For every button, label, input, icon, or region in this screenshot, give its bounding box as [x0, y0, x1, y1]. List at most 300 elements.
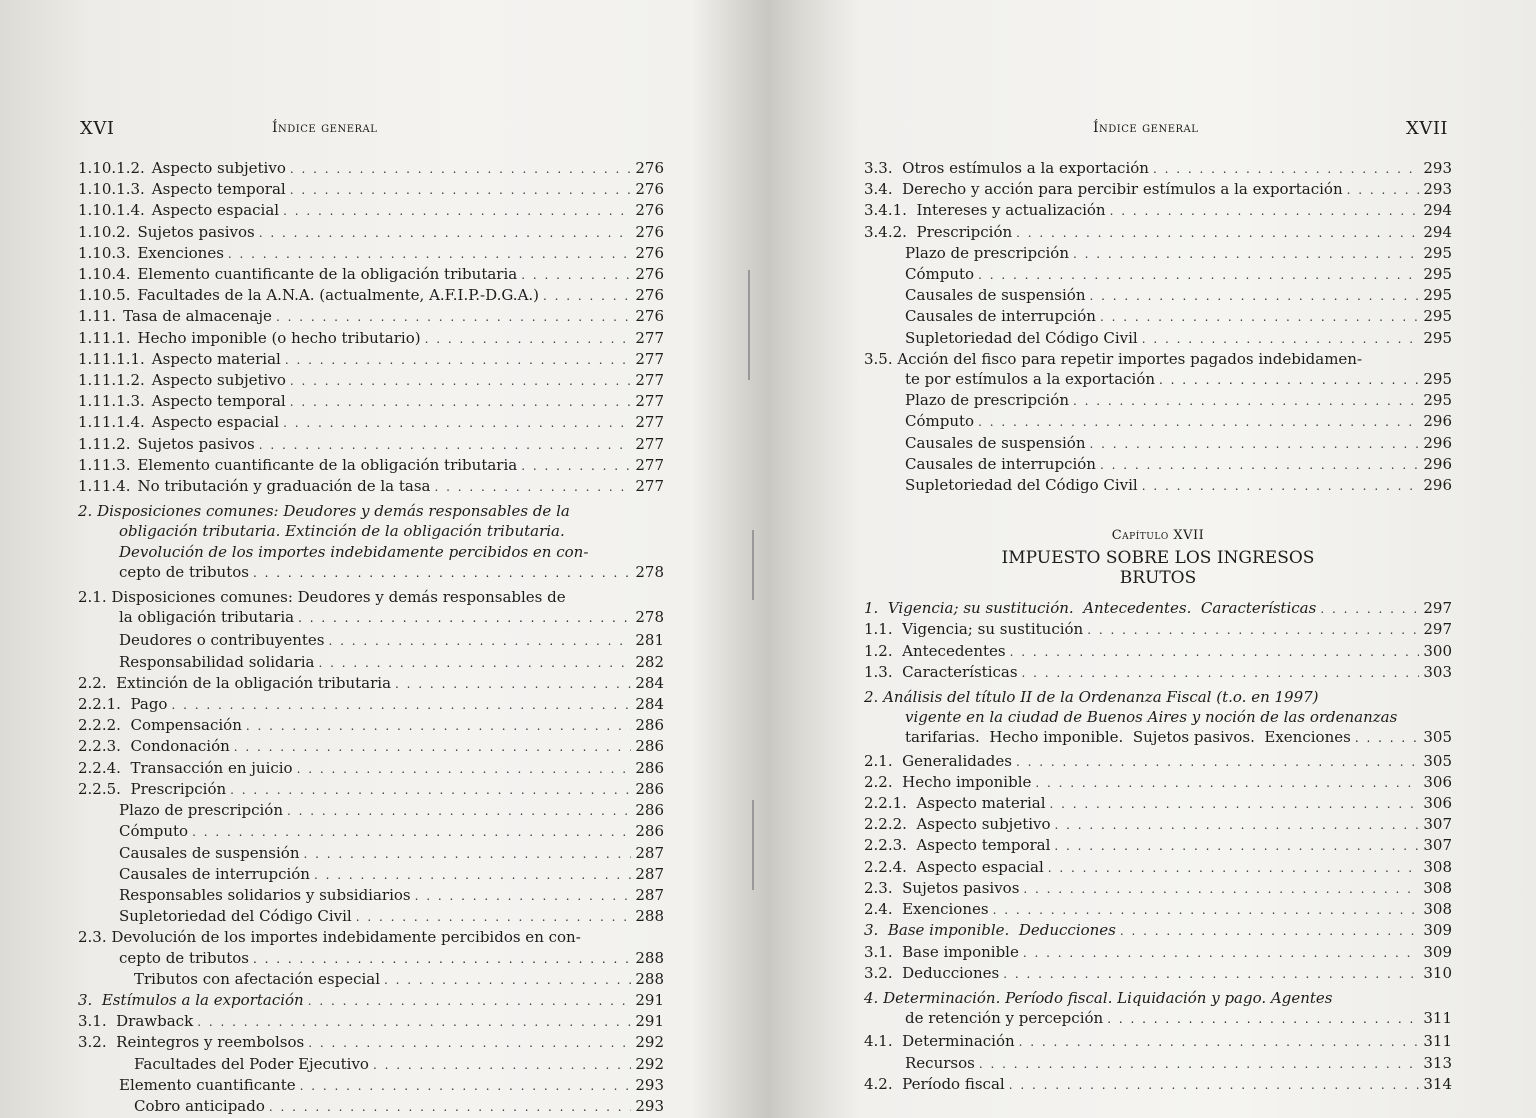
toc-entry [78, 455, 664, 476]
toc-entry-text: 3.3. Otros estímulos a la exportación [864, 159, 1149, 177]
toc-entry-text: Causales de interrupción [905, 307, 1096, 326]
dot-leader [434, 477, 631, 497]
toc-entry-number: 1.11.3. [78, 455, 131, 474]
dot-leader [1100, 307, 1419, 327]
dot-leader [285, 350, 632, 370]
dot-leader [1048, 858, 1420, 878]
toc-entry [78, 694, 664, 715]
toc-section-line: 2. Análisis del título II de la Ordenanza Fiscal (t.o. en 1997) [864, 688, 1319, 707]
dot-leader [415, 886, 632, 906]
chapter-title-line: IMPUESTO SOBRE LOS INGRESOS [1001, 548, 1315, 569]
toc-entry-text: 3.4.1. Intereses y actualización [864, 201, 1106, 220]
toc-entry [864, 475, 1452, 496]
toc-entry-page: 286 [635, 758, 664, 777]
toc-entry [78, 158, 664, 179]
toc-entry-text: Exenciones [137, 243, 224, 262]
toc-entry-page: 293 [635, 1075, 664, 1094]
toc-entry [78, 222, 664, 243]
dot-leader [230, 780, 631, 800]
toc-entry [864, 793, 1452, 814]
dot-leader [197, 1012, 631, 1032]
toc-entry [864, 306, 1452, 327]
toc-entry-page: 309 [1423, 942, 1452, 961]
toc-entry-page: 286 [635, 801, 664, 820]
toc-entry [864, 878, 1452, 899]
dot-leader [521, 456, 631, 476]
dot-leader [356, 907, 632, 927]
left-entries-group-b [78, 630, 664, 927]
toc-entry-text: la obligación tributaria [119, 608, 295, 627]
toc-entry-page: 294 [1423, 201, 1452, 220]
toc-entry-text: Aspecto material [151, 349, 281, 368]
toc-entry-page: 277 [635, 477, 664, 496]
dot-leader [290, 392, 632, 412]
toc-entry-page: 284 [635, 695, 664, 714]
toc-entry [78, 285, 664, 306]
toc-entry-text: Elemento cuantificante [119, 1075, 296, 1094]
toc-section-line: obligación tributaria. Extinción de la obligación tributaria. [119, 522, 565, 541]
toc-entry-line: 2.3. Devolución de los importes indebidamente percibidos en con- [78, 928, 581, 947]
toc-entry-text: Deudores o contribuyentes [119, 631, 325, 650]
dot-leader [1016, 752, 1419, 772]
toc-entry [78, 179, 664, 200]
right-entries-group-c [864, 598, 1452, 683]
toc-entry-page: 295 [1423, 286, 1452, 305]
toc-entry-3-5 [864, 349, 1452, 390]
toc-section-last-line [864, 1008, 1452, 1029]
right-page-header [768, 118, 1536, 140]
toc-entry [864, 454, 1452, 475]
toc-entry-text: Aspecto espacial [151, 413, 280, 432]
right-entries-group-b [864, 390, 1452, 496]
toc-entry-number: 1.10.2. [78, 222, 131, 241]
toc-entry-text: Cobro anticipado [134, 1096, 265, 1115]
toc-entry [864, 390, 1452, 411]
toc-entry-last-line [78, 607, 664, 628]
toc-entry-page: 303 [1423, 662, 1452, 681]
dot-leader [290, 371, 632, 391]
toc-entry-text: 1. Vigencia; su sustitución. Antecedentes. Características [864, 599, 1317, 618]
toc-entry-page: 308 [1423, 878, 1452, 897]
toc-entry-page: 287 [635, 885, 664, 904]
toc-entry-text: Plazo de prescripción [905, 391, 1069, 410]
toc-entry-page: 292 [635, 1054, 664, 1073]
toc-entry-text: 2.1. Generalidades [864, 751, 1012, 770]
dot-leader [978, 412, 1419, 432]
toc-entry [864, 641, 1452, 662]
right-entries-group-e [864, 1031, 1452, 1095]
toc-entry-text: Facultades de la A.N.A. (actualmente, A.F.I.P.-D.G.A.) [137, 286, 540, 305]
toc-entry [78, 434, 664, 455]
toc-entry-page: 282 [635, 652, 664, 671]
toc-section-line: 4. Determinación. Período fiscal. Liquidación y pago. Agentes [864, 988, 1333, 1007]
dot-leader [269, 1097, 631, 1117]
toc-entry [78, 370, 664, 391]
toc-entry [78, 715, 664, 736]
toc-entry-page: 287 [635, 843, 664, 862]
toc-entry [864, 857, 1452, 878]
dot-leader [328, 631, 631, 651]
toc-entry [78, 779, 664, 800]
toc-entry-page: 281 [635, 631, 664, 650]
toc-entry-text: Responsables solidarios y subsidiarios [119, 885, 411, 904]
toc-entry [864, 243, 1452, 264]
dot-leader [1023, 879, 1419, 899]
toc-entry-text: Tasa de almacenaje [123, 307, 272, 326]
toc-entry-page: 305 [1423, 751, 1452, 770]
toc-entry-page: 277 [635, 413, 664, 432]
toc-entry-text: 1.3. Características [864, 662, 1018, 681]
toc-entry-text: Cómputo [905, 412, 975, 431]
dot-leader [993, 900, 1420, 920]
toc-entry [864, 814, 1452, 835]
toc-section-line: Devolución de los importes indebidamente percibidos en con- [119, 542, 589, 561]
toc-entry-text: Cómputo [905, 265, 975, 284]
toc-entry-page: 276 [635, 243, 664, 262]
toc-entry-2-1 [78, 587, 664, 628]
toc-entry [864, 200, 1452, 221]
toc-entry-text: cepto de tributos [119, 948, 249, 967]
toc-entry-text: 2.2.1. Aspecto material [864, 794, 1046, 813]
dot-leader [384, 970, 631, 990]
dot-leader [1159, 370, 1419, 390]
toc-entry-number: 1.10.5. [78, 286, 131, 305]
dot-leader [1003, 964, 1419, 984]
toc-entry-text: 2.2.2. Compensación [78, 716, 242, 735]
dot-leader [1110, 201, 1420, 221]
toc-entry-text: Sujetos pasivos [137, 222, 255, 241]
dot-leader [1320, 599, 1419, 619]
dot-leader [253, 563, 631, 583]
left-folio: XVI [80, 118, 115, 139]
left-entries-group-a [78, 158, 664, 497]
toc-entry-page: 307 [1423, 836, 1452, 855]
dot-leader [1142, 476, 1420, 496]
spine-stitch [748, 270, 750, 380]
toc-entry [78, 391, 664, 412]
toc-entry-text: 2.2.5. Prescripción [78, 779, 227, 798]
toc-entry-page: 277 [635, 371, 664, 390]
dot-leader [1073, 244, 1419, 264]
toc-entry-page: 277 [635, 328, 664, 347]
toc-entry-text: Cómputo [119, 822, 189, 841]
toc-entry-text: Plazo de prescripción [905, 243, 1069, 262]
toc-entry-page: 286 [635, 716, 664, 735]
toc-entry-page: 277 [635, 434, 664, 453]
toc-entry-page: 296 [1423, 476, 1452, 495]
toc-entry-page: 287 [635, 864, 664, 883]
toc-entry [78, 758, 664, 779]
toc-entry [864, 264, 1452, 285]
toc-entry-page: 309 [1423, 921, 1452, 940]
toc-entry-text: Plazo de prescripción [119, 801, 283, 820]
toc-entry-page: 297 [1423, 620, 1452, 639]
toc-entry [864, 158, 1452, 179]
toc-entry-page: 276 [635, 286, 664, 305]
dot-leader [171, 695, 631, 715]
toc-entry-text: 2.4. Exenciones [864, 900, 989, 919]
dot-leader [1010, 642, 1420, 662]
dot-leader [1055, 815, 1420, 835]
dot-leader [234, 737, 632, 757]
toc-entry-text: 2.2.2. Aspecto subjetivo [864, 815, 1051, 834]
toc-entry [78, 476, 664, 497]
toc-entry-number: 1.10.1.4. [78, 201, 145, 220]
dot-leader [1022, 663, 1420, 683]
toc-entry [864, 772, 1452, 793]
toc-entry-page: 295 [1423, 265, 1452, 284]
toc-entry-text: 3.4.2. Prescripción [864, 222, 1013, 241]
dot-leader [978, 265, 1419, 285]
toc-entry-page: 306 [1423, 772, 1452, 791]
toc-entry [78, 800, 664, 821]
toc-entry-number: 1.10.1.3. [78, 180, 145, 199]
toc-entry-page: 307 [1423, 815, 1452, 834]
toc-entry-page: 277 [635, 392, 664, 411]
dot-leader [1016, 223, 1419, 243]
dot-leader [297, 759, 632, 779]
toc-entry [78, 969, 664, 990]
toc-section-line: vigente en la ciudad de Buenos Aires y noción de las ordenanzas [905, 708, 1398, 727]
toc-entry-text: Supletoriedad del Código Civil [119, 907, 352, 926]
dot-leader [1087, 620, 1419, 640]
toc-entry-page: 291 [635, 1012, 664, 1031]
dot-leader [283, 413, 631, 433]
toc-entry-text: Aspecto espacial [151, 201, 280, 220]
toc-entry-page: 296 [1423, 433, 1452, 452]
toc-entry-page: 308 [1423, 857, 1452, 876]
dot-leader [1035, 773, 1419, 793]
dot-leader [425, 329, 632, 349]
toc-entry [78, 264, 664, 285]
toc-entry [78, 630, 664, 651]
toc-entry-text: Causales de interrupción [119, 864, 310, 883]
toc-entry-page: 278 [635, 562, 664, 581]
toc-entry-text: Causales de interrupción [905, 454, 1096, 473]
toc-entry [78, 652, 664, 673]
toc-entry-page: 297 [1423, 599, 1452, 618]
dot-leader [1153, 159, 1419, 179]
toc-entry-text: Aspecto temporal [151, 180, 286, 199]
dot-leader [308, 1033, 631, 1053]
right-toc [864, 158, 1452, 1095]
dot-leader [259, 435, 632, 455]
toc-entry-page: 288 [635, 948, 664, 967]
toc-entry-text: Elemento cuantificante de la obligación tributaria [137, 455, 518, 474]
toc-entry-text: Aspecto subjetivo [151, 159, 286, 177]
toc-entry-text: tarifarias. Hecho imponible. Sujetos pasivos. Exenciones [905, 728, 1351, 747]
toc-entry-page: 300 [1423, 641, 1452, 660]
dot-leader [1090, 286, 1420, 306]
toc-entry-text: 2.2.3. Aspecto temporal [864, 836, 1051, 855]
toc-section-2-heading [78, 501, 664, 583]
toc-entry-line: 3.5. Acción del fisco para repetir importes pagados indebidamen- [864, 349, 1363, 368]
toc-entry-number: 1.10.1.2. [78, 159, 145, 177]
left-page-header [0, 118, 768, 140]
toc-entry-text: Causales de suspensión [119, 843, 300, 862]
toc-entry-number: 1.11.1.2. [78, 371, 145, 390]
toc-entry-page: 308 [1423, 900, 1452, 919]
right-page [768, 0, 1536, 1118]
dot-leader [192, 822, 631, 842]
toc-entry-page: 276 [635, 265, 664, 284]
toc-entry-page: 311 [1423, 1032, 1452, 1051]
toc-entry-number: 1.11.4. [78, 477, 131, 496]
toc-entry-text: Recursos [905, 1053, 975, 1072]
toc-entry-text: de retención y percepción [905, 1009, 1104, 1028]
toc-entry [78, 306, 664, 327]
toc-entry [864, 433, 1452, 454]
toc-entry-number: 1.11. [78, 307, 117, 326]
toc-entry-page: 291 [635, 990, 664, 1009]
dot-leader [298, 608, 631, 628]
toc-entry-page: 293 [1423, 180, 1452, 199]
toc-entry-last-line [864, 369, 1452, 390]
toc-entry-text: 2.2.1. Pago [78, 695, 168, 714]
dot-leader [314, 865, 631, 885]
toc-entry-line: 2.1. Disposiciones comunes: Deudores y demás responsables de [78, 588, 566, 607]
toc-entry [864, 835, 1452, 856]
toc-entry-page: 314 [1423, 1074, 1452, 1093]
dot-leader [276, 307, 631, 327]
toc-entry-number: 1.10.3. [78, 243, 131, 262]
toc-entry [864, 942, 1452, 963]
toc-entry-text: Aspecto temporal [151, 392, 286, 411]
toc-entry [78, 200, 664, 221]
toc-entry-text: Aspecto subjetivo [151, 371, 286, 390]
toc-entry [78, 1075, 664, 1096]
toc-entry-text: Supletoriedad del Código Civil [905, 476, 1138, 495]
right-entries-group-a [864, 158, 1452, 349]
toc-entry-text: Facultades del Poder Ejecutivo [134, 1054, 369, 1073]
toc-entry-text: 2.2.3. Condonación [78, 737, 230, 756]
toc-entry [78, 990, 664, 1011]
toc-section-4-heading [864, 988, 1452, 1029]
toc-entry-text: 3.2. Reintegros y reembolsos [78, 1033, 305, 1052]
toc-entry [78, 243, 664, 264]
toc-entry-text: Supletoriedad del Código Civil [905, 328, 1138, 347]
dot-leader [1355, 728, 1420, 748]
toc-entry-page: 293 [635, 1096, 664, 1115]
dot-leader [1009, 1075, 1420, 1095]
toc-entry [864, 1074, 1452, 1095]
dot-leader [253, 949, 631, 969]
toc-entry-page: 276 [635, 222, 664, 241]
dot-leader [1073, 391, 1419, 411]
toc-entry-text: 1.1. Vigencia; su sustitución [864, 620, 1084, 639]
toc-entry-text: 4.1. Determinación [864, 1032, 1015, 1051]
toc-entry [78, 328, 664, 349]
dot-leader [1142, 329, 1420, 349]
left-running-head: Índice general [272, 120, 378, 136]
toc-entry [864, 222, 1452, 243]
toc-entry-page: 286 [635, 822, 664, 841]
right-entries-group-d [864, 751, 1452, 984]
dot-leader [308, 991, 632, 1011]
toc-entry [78, 1011, 664, 1032]
dot-leader [228, 244, 631, 264]
toc-entry-last-line [78, 948, 664, 969]
toc-entry-text: 2.2. Hecho imponible [864, 772, 1032, 791]
chapter-label: Capítulo XVII [1111, 528, 1205, 544]
toc-entry-text: Responsabilidad solidaria [119, 652, 315, 671]
toc-entry-page: 278 [635, 608, 664, 627]
dot-leader [246, 716, 631, 736]
toc-entry [864, 920, 1452, 941]
dot-leader [1050, 794, 1420, 814]
dot-leader [1090, 434, 1420, 454]
toc-entry-page: 292 [635, 1033, 664, 1052]
dot-leader [290, 159, 632, 179]
toc-entry [78, 1032, 664, 1053]
dot-leader [1054, 836, 1419, 856]
dot-leader [300, 1076, 632, 1096]
toc-entry-page: 295 [1423, 370, 1452, 389]
toc-entry [864, 411, 1452, 432]
toc-entry-page: 288 [635, 907, 664, 926]
toc-entry-text: 3.1. Base imponible [864, 942, 1019, 961]
toc-entry-text: 1.2. Antecedentes [864, 641, 1006, 660]
spine-stitch [752, 530, 754, 600]
toc-entry-text: Causales de suspensión [905, 286, 1086, 305]
toc-entry [78, 864, 664, 885]
toc-entry-page: 276 [635, 307, 664, 326]
left-toc [78, 158, 664, 1117]
dot-leader [1100, 455, 1419, 475]
toc-entry-page: 295 [1423, 307, 1452, 326]
toc-entry-text: 2.2. Extinción de la obligación tributaria [78, 673, 392, 692]
toc-entry [864, 285, 1452, 306]
toc-entry [78, 906, 664, 927]
toc-section-line: 2. Disposiciones comunes: Deudores y demás responsables de la [78, 502, 570, 521]
toc-entry-text: 2.2.4. Transacción en juicio [78, 758, 293, 777]
toc-entry-text: 4.2. Período fiscal [864, 1074, 1005, 1093]
toc-section-2-heading [864, 687, 1452, 749]
toc-entry-page: 310 [1423, 963, 1452, 982]
dot-leader [319, 653, 632, 673]
toc-entry-page: 276 [635, 180, 664, 199]
right-folio: XVII [1406, 118, 1449, 139]
left-entries-group-c [78, 969, 664, 1117]
toc-entry-2-3 [78, 927, 664, 968]
dot-leader [304, 844, 632, 864]
toc-entry [864, 963, 1452, 984]
toc-entry-text: 2.3. Sujetos pasivos [864, 878, 1020, 897]
toc-entry-text: 3. Base imponible. Deducciones [864, 921, 1116, 940]
dot-leader [290, 180, 632, 200]
toc-entry-page: 288 [635, 969, 664, 988]
dot-leader [287, 801, 631, 821]
toc-entry [78, 349, 664, 370]
toc-entry [78, 1054, 664, 1075]
toc-entry-page: 295 [1423, 391, 1452, 410]
toc-entry [78, 843, 664, 864]
toc-entry-page: 286 [635, 779, 664, 798]
toc-entry-number: 1.11.2. [78, 434, 131, 453]
toc-entry-number: 1.11.1. [78, 328, 131, 347]
toc-entry-page: 296 [1423, 454, 1452, 473]
toc-entry-page: 276 [635, 159, 664, 177]
toc-entry [864, 1031, 1452, 1052]
toc-entry [864, 899, 1452, 920]
chapter-heading [864, 524, 1452, 588]
toc-entry-page: 296 [1423, 412, 1452, 431]
dot-leader [1347, 180, 1420, 200]
toc-entry-number: 1.11.1.3. [78, 392, 145, 411]
toc-entry-text: Elemento cuantificante de la obligación tributaria [137, 265, 518, 284]
dot-leader [979, 1054, 1420, 1074]
toc-entry-number: 1.11.1.1. [78, 349, 145, 368]
